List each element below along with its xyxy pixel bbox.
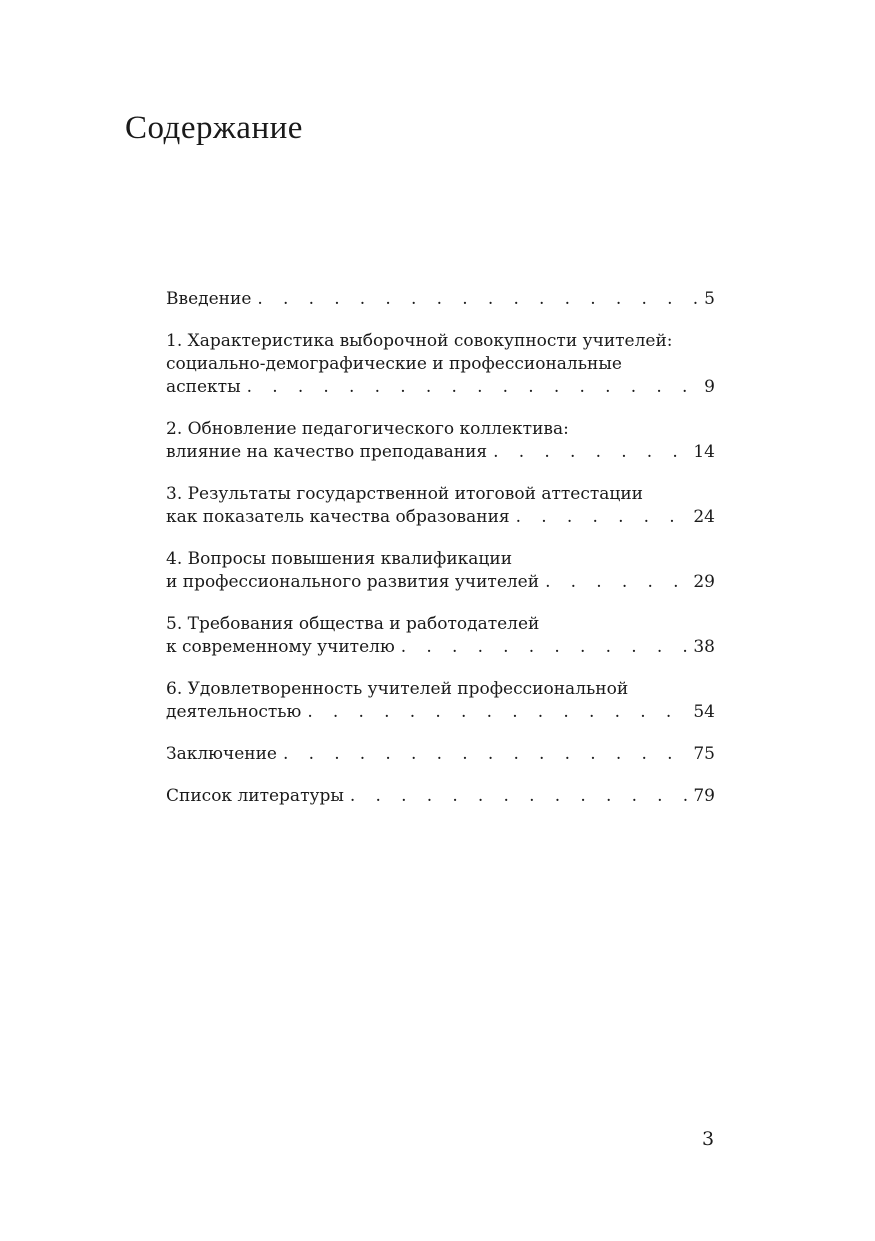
toc-entry-page: 54	[693, 702, 715, 722]
toc-entry-title: и профессионального развития учителей	[166, 572, 540, 592]
page-title: Содержание	[125, 110, 303, 146]
toc-entry-title: деятельностью	[166, 702, 302, 722]
toc-entry-chapter-2[interactable]	[166, 418, 715, 464]
toc-entry-chapter-5[interactable]	[166, 613, 715, 659]
toc-entry-title-line: 3. Результаты государственной итоговой аттестации	[166, 484, 643, 504]
dot-leader	[545, 571, 689, 594]
dot-leader	[493, 441, 689, 464]
toc-entry-title-line: 2. Обновление педагогического коллектива:	[166, 419, 569, 439]
toc-entry-page: 5	[704, 289, 715, 309]
dot-leader	[516, 506, 690, 529]
toc-entry-chapter-1[interactable]	[166, 330, 715, 399]
dot-leader	[307, 701, 689, 724]
toc-entry-title: Заключение	[166, 744, 277, 764]
toc-entry-title-line: 6. Удовлетворенность учителей профессиональной	[166, 679, 629, 699]
toc-entry-introduction[interactable]	[166, 288, 715, 311]
toc-entry-title: аспекты	[166, 377, 241, 397]
toc-entry-title: как показатель качества образования	[166, 507, 510, 527]
toc-entry-page: 38	[693, 637, 715, 657]
page-number: 3	[702, 1128, 715, 1150]
toc-entry-chapter-3[interactable]	[166, 483, 715, 529]
dot-leader	[247, 376, 701, 399]
toc-entry-page: 75	[693, 744, 715, 764]
toc-entry-conclusion[interactable]	[166, 743, 715, 766]
dot-leader	[350, 785, 689, 808]
dot-leader	[283, 743, 689, 766]
dot-leader	[257, 288, 700, 311]
toc-entry-title: к современному учителю	[166, 637, 395, 657]
table-of-contents	[166, 288, 715, 827]
toc-entry-title-line: 5. Требования общества и работодателей	[166, 614, 540, 634]
toc-entry-chapter-6[interactable]	[166, 678, 715, 724]
toc-entry-title-line: 4. Вопросы повышения квалификации	[166, 549, 513, 569]
toc-entry-title: Список литературы	[166, 786, 344, 806]
dot-leader	[401, 636, 690, 659]
toc-entry-page: 79	[693, 786, 715, 806]
toc-entry-page: 24	[693, 507, 715, 527]
toc-entry-chapter-4[interactable]	[166, 548, 715, 594]
toc-entry-title-line: 1. Характеристика выборочной совокупности учителей:	[166, 331, 673, 351]
toc-entry-title: влияние на качество преподавания	[166, 442, 488, 462]
toc-entry-page: 29	[693, 572, 715, 592]
toc-entry-page: 14	[693, 442, 715, 462]
toc-entry-page: 9	[704, 377, 715, 397]
toc-entry-title-line: социально-демографические и профессиональные	[166, 354, 622, 374]
toc-entry-references[interactable]	[166, 785, 715, 808]
toc-entry-title: Введение	[166, 289, 252, 309]
